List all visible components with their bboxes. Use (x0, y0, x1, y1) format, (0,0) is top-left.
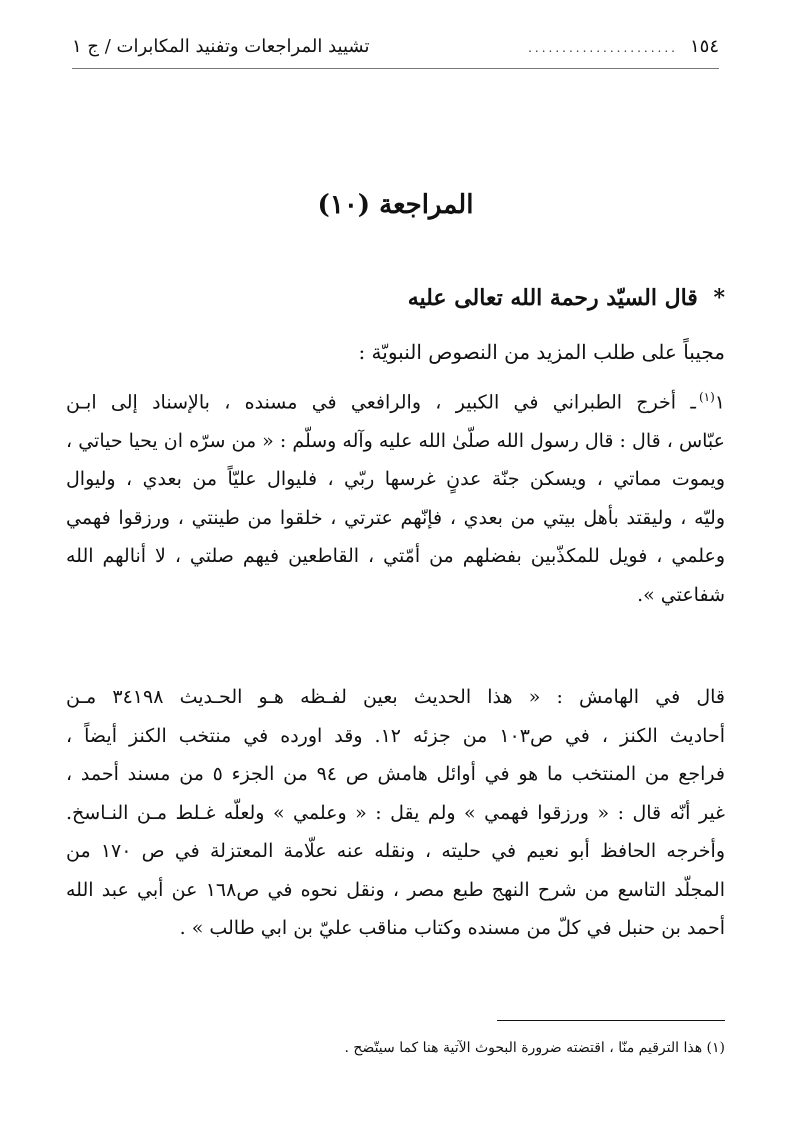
footnote-rule (497, 1020, 725, 1021)
page-header (72, 36, 719, 57)
paragraph-line: فراجع من المنتخب ما هو في أوائل هامش ص ٩٤ من الجزء ٥ من مسند أحمد ، (66, 763, 725, 785)
paragraph-line: أحمد بن حنبل في كلّ من مسنده وكتاب مناقب عليّ بن ابي طالب » . (179, 917, 725, 939)
paragraph-line: عبّاس ، قال : قال رسول الله صلّىٰ الله عليه وآله وسلّم : « من سرّه ان يحيا حياتي ، (66, 429, 725, 452)
header-rule (72, 68, 719, 69)
running-title: تشييد المراجعات وتفنيد المكابرات / ج ١ (72, 36, 370, 57)
paragraph-line (66, 378, 725, 422)
hadith-paragraph (66, 378, 725, 614)
paragraph-line-text: ـ أخرج الطبراني في الكبير ، والرافعي في مسنده ، بالإسناد إلى ابـن (66, 391, 696, 414)
paragraph-line: ويموت مماتي ، ويسكن جنّة عدنٍ غرسها ربّي ، فليوال عليّاً من بعدي ، وليوال (66, 468, 725, 491)
margin-note-paragraph (66, 678, 725, 948)
footnote: (١) هذا الترقيم منّا ، اقتضته ضرورة البحوث الآتية هنا كما سيتّضح . (344, 1040, 725, 1056)
paragraph-line: قال في الهامش : « هذا الحديث بعين لفـظه هـو الحـديث ٣٤١٩٨ مـن (66, 686, 725, 708)
paragraph-line: غير أنّه قال : « ورزقوا فهمي » ولم يقل : « وعلمي » ولعلّه غـلط مـن النـاسخ. (66, 801, 725, 824)
paragraph-line: وأخرجه الحافظ أبو نعيم في حليته ، ونقله عنه علّامة المعتزلة في ص ١٧٠ من (66, 840, 725, 862)
paragraph-line: وليّه ، وليقتد بأهل بيتي من بعدي ، فإنّهم عترتي ، خلقوا من طينتي ، ورزقوا فهمي (66, 506, 725, 529)
section-subheading: مجيباً على طلب المزيد من النصوص النبويّة : (358, 340, 725, 364)
paragraph-line: المجلّد التاسع من شرح النهج طبع مصر ، ونقل نحوه في ص١٦٨ عن أبي عبد الله (66, 878, 726, 901)
header-leader-dots: ...................... (528, 41, 678, 55)
paragraph-line: أحاديث الكنز ، في ص١٠٣ من جزئه ١٢. وقد اورده في منتخب الكنز أيضاً ، (66, 724, 725, 747)
chapter-title: المراجعة (١٠) (317, 190, 474, 220)
paragraph-line: وعلمي ، فويل للمكذّبين بفضلهم من أمّتي ، القاطعين فيهم صلتي ، لا أنالهم الله (66, 545, 725, 568)
section-heading-text: قال السيّد رحمة الله تعالى عليه (407, 285, 698, 311)
page-number: ١٥٤ (689, 36, 719, 57)
star-icon: * (713, 285, 725, 311)
footnote-marker: (١) (698, 390, 715, 404)
item-number: ١ (714, 391, 725, 414)
paragraph-line: شفاعتي ». (637, 583, 725, 606)
section-heading (66, 285, 725, 311)
